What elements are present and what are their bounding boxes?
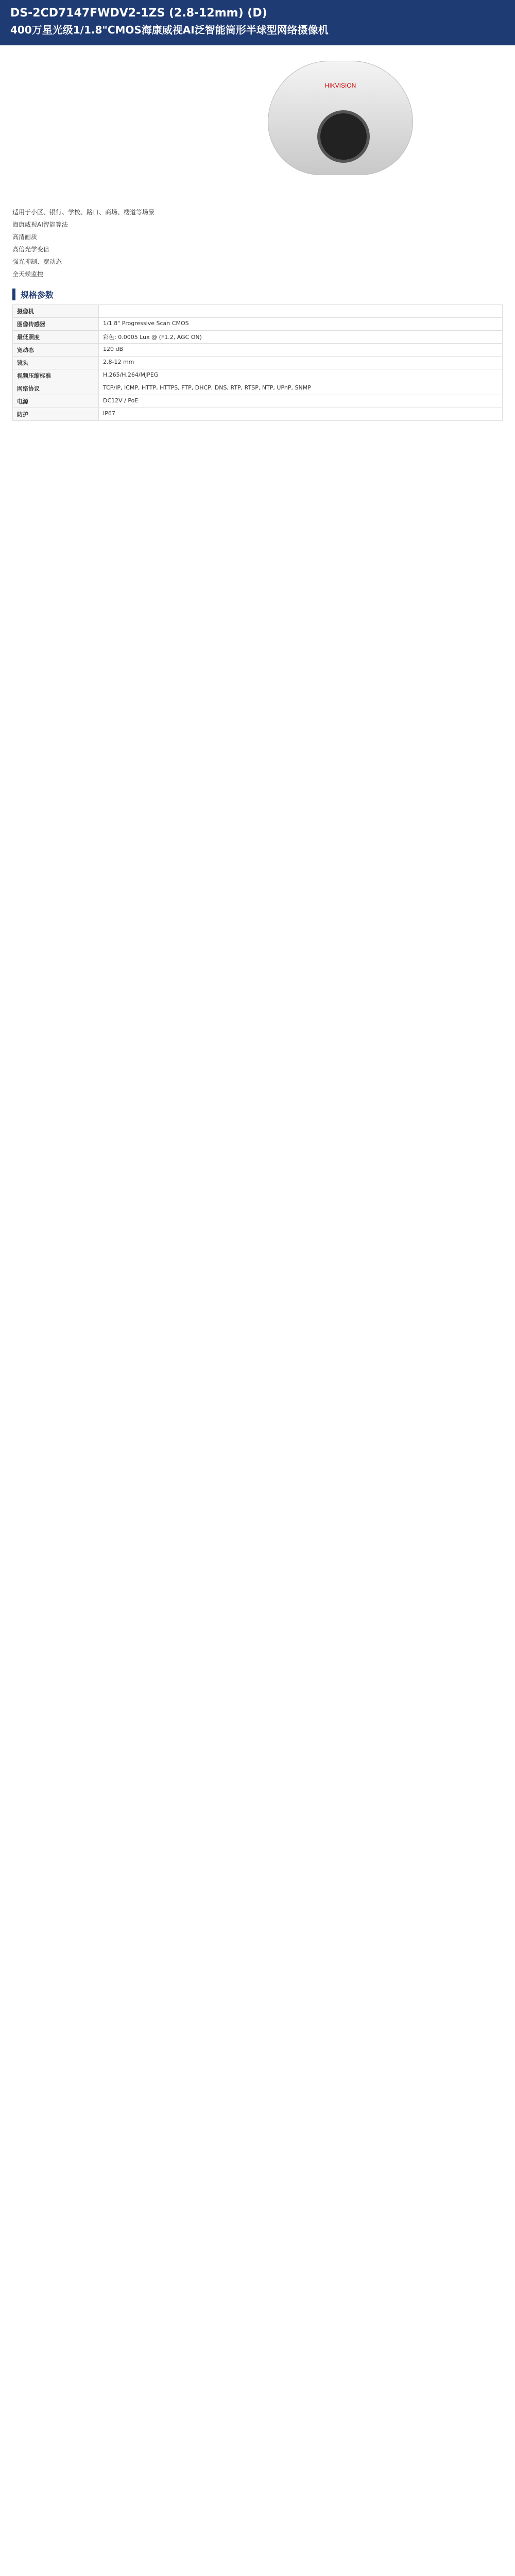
spec-key: 图像传感器 <box>13 318 99 331</box>
spec-key: 网络协议 <box>13 382 99 395</box>
spec-row <box>13 331 503 344</box>
specs-section-title: 规格参数 <box>12 289 503 300</box>
product-tagline: 400万星光级1/1.8"CMOS海康威视AI泛智能筒形半球型网络摄像机 <box>10 24 329 36</box>
spec-key: 电源 <box>13 395 99 408</box>
spec-key: 宽动态 <box>13 344 99 357</box>
spec-row <box>13 318 503 331</box>
brand-logo: HIKVISION <box>324 82 356 89</box>
spec-key: 防护 <box>13 408 99 421</box>
spec-row <box>13 344 503 357</box>
spec-value: 彩色: 0.0005 Lux @ (F1.2, AGC ON) <box>99 331 503 344</box>
spec-row <box>13 395 503 408</box>
spec-value <box>99 305 503 318</box>
spec-value: 1/1.8" Progressive Scan CMOS <box>99 318 503 331</box>
spec-value: H.265/H.264/MJPEG <box>99 369 503 382</box>
spec-value: DC12V / PoE <box>99 395 503 408</box>
spec-key: 摄像机 <box>13 305 99 318</box>
spec-key: 最低照度 <box>13 331 99 344</box>
camera-lens <box>317 110 370 163</box>
spec-row <box>13 357 503 369</box>
spec-key: 视频压缩标准 <box>13 369 99 382</box>
intro-text <box>0 207 515 279</box>
spec-value: 120 dB <box>99 344 503 357</box>
camera-dome-image <box>268 61 413 175</box>
product-image <box>0 50 515 205</box>
spec-table-wrapper <box>0 304 515 2576</box>
spec-row <box>13 305 503 318</box>
spec-value: TCP/IP, ICMP, HTTP, HTTPS, FTP, DHCP, DNS, RTP, RTSP, NTP, UPnP, SNMP <box>99 382 503 395</box>
intro-bullet: 全天候监控 <box>12 270 44 278</box>
intro-bullet: 海康威视AI智能算法 <box>12 221 68 228</box>
spec-value: 2.8-12 mm <box>99 357 503 369</box>
spec-value: IP67 <box>99 408 503 421</box>
intro-line: 适用于小区、银行、学校、路口、商场、楼道等场景 <box>12 209 155 216</box>
spec-table <box>12 304 503 421</box>
spec-row <box>13 369 503 382</box>
intro-bullet: 高清画质 <box>12 233 38 241</box>
intro-bullet: 高倍光学变倍 <box>12 246 50 253</box>
intro-bullet: 强光抑制、宽动态 <box>12 258 62 265</box>
model-title: DS-2CD7147FWDV2-1ZS (2.8-12mm) (D) <box>10 7 267 20</box>
page-header <box>0 0 515 45</box>
spec-key: 镜头 <box>13 357 99 369</box>
spec-row <box>13 382 503 395</box>
spec-row <box>13 408 503 421</box>
